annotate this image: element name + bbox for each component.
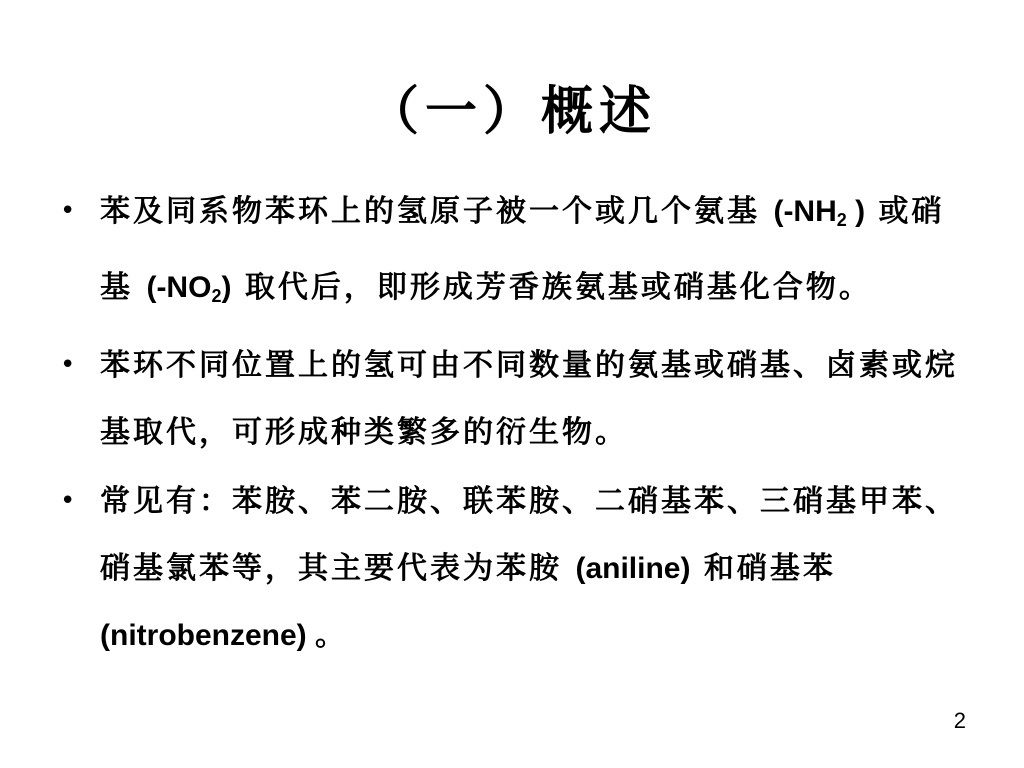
bullet-text: 。 [315,618,348,653]
bullet-text: 和硝基苯 [690,551,836,586]
bullet-text: 常见有：苯胺、苯二胺、联苯胺、二硝基苯、三硝基甲苯、硝基氯苯等，其主要代表为苯胺 [100,484,958,586]
bullet-text: 取代后，即形成芳香族氨基或硝基化合物。 [231,270,872,305]
formula-text: ) [221,271,232,304]
bullet-item-definition [58,178,958,330]
bullet-text: 苯及同系物苯环上的氢原子被一个或几个氨基 [100,194,774,229]
nitrobenzene-term: (nitrobenzene) [100,619,315,652]
aniline-term: (aniline) [575,552,691,585]
formula-text: ) [846,195,866,228]
formula-text: (-NO [146,271,212,304]
bullet-text: 苯环不同位置上的氢可由不同数量的氨基或硝基、卤素或烷基取代，可形成种类繁多的衍生物。 [100,348,958,450]
bullet-item-derivatives [58,332,958,466]
nitro-formula [146,271,231,304]
bullet-list [58,178,958,669]
formula-subscript: 2 [211,286,222,306]
formula-text: (-NH [773,195,837,228]
bullet-dot: • [60,486,79,516]
formula-subscript: 2 [836,210,847,230]
bullet-text: 或硝基 [100,194,945,305]
amino-formula [773,195,865,228]
bullet-dot: • [60,350,79,380]
bullet-item-common-examples [58,468,958,669]
slide-title: （一）概述 [366,82,657,142]
bullet-dot: • [60,196,79,226]
page-number: 2 [953,708,966,733]
